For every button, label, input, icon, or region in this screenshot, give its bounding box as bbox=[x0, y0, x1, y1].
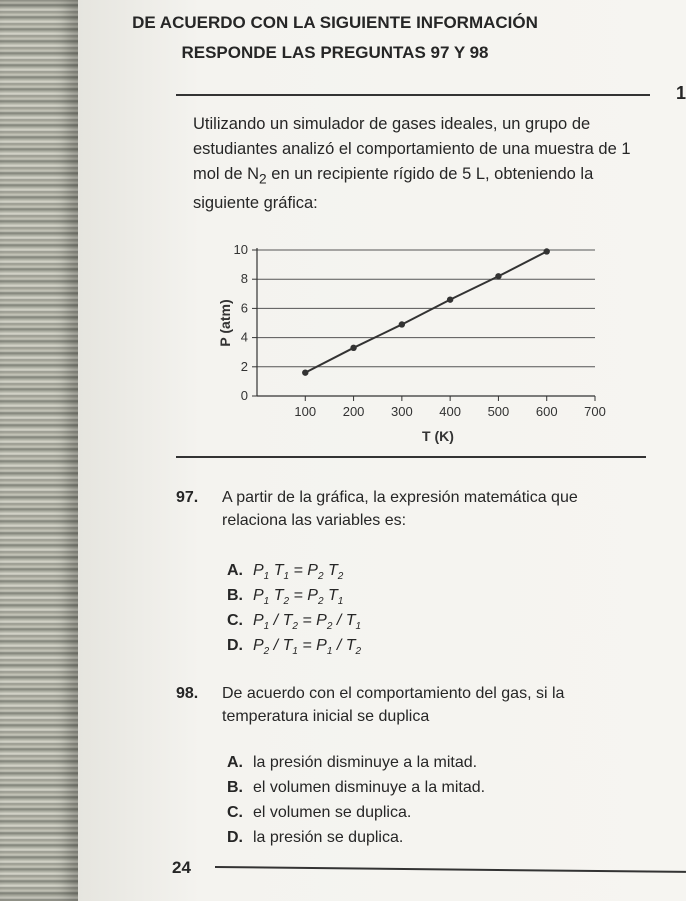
option-label: A. bbox=[227, 562, 243, 579]
y-tick-label-0: 0 bbox=[240, 388, 248, 403]
q97-option-d[interactable] bbox=[227, 633, 361, 658]
question-98 bbox=[176, 682, 646, 728]
data-point-300 bbox=[399, 321, 405, 327]
option-expression: $P_1 / T_2 = P_2 / T_1$ bbox=[253, 612, 362, 633]
x-tick-label-700: 700 bbox=[584, 404, 606, 419]
page-number: 24 bbox=[172, 858, 191, 877]
x-tick-label-100: 100 bbox=[294, 404, 317, 419]
option-text: el volumen disminuye a la mitad. bbox=[253, 779, 486, 796]
series-line bbox=[305, 251, 546, 372]
intro-text-b: en un recipiente rígido de 5 L, obteniendo la siguiente gráfica: bbox=[193, 165, 594, 213]
option-expression: $P_1$ $T_2 = P_2$ $T_1$ bbox=[253, 587, 344, 608]
data-point-500 bbox=[495, 273, 501, 279]
q98-option-b[interactable] bbox=[227, 775, 485, 800]
option-label: D. bbox=[227, 637, 243, 654]
question-97-text: A partir de la gráfica, la expresión matemática que relaciona las variables es: bbox=[222, 489, 578, 529]
option-label: C. bbox=[227, 612, 243, 629]
option-text: el volumen se duplica. bbox=[253, 804, 412, 821]
q97-option-b[interactable] bbox=[227, 583, 361, 608]
q97-option-a[interactable] bbox=[227, 558, 361, 583]
question-97 bbox=[176, 486, 646, 532]
intro-subscript: 2 bbox=[259, 171, 267, 187]
option-label: B. bbox=[227, 587, 243, 604]
intro-text-a: Utilizando un simulador de gases ideales, un grupo de estudiantes analizó el comportamiento de una muestra de 1 mol de N bbox=[193, 115, 631, 183]
intro-paragraph bbox=[193, 112, 643, 216]
corner-number: 1 bbox=[676, 83, 686, 103]
q98-option-c[interactable] bbox=[227, 800, 485, 825]
question-97-number: 97. bbox=[176, 489, 199, 506]
data-point-100 bbox=[302, 369, 308, 375]
y-axis-title: P (atm) bbox=[217, 299, 233, 347]
chart-divider bbox=[176, 456, 646, 458]
question-98-options bbox=[227, 750, 485, 850]
heading-line-2: RESPONDE LAS PREGUNTAS 97 Y 98 bbox=[181, 43, 489, 62]
q98-option-a[interactable] bbox=[227, 750, 485, 775]
x-tick-label-600: 600 bbox=[535, 404, 558, 419]
y-tick-label-6: 6 bbox=[240, 300, 248, 316]
option-label: C. bbox=[227, 804, 243, 821]
option-expression: $P_1$ $T_1 = P_2$ $T_2$ bbox=[253, 562, 344, 583]
section-heading bbox=[105, 8, 565, 68]
data-point-200 bbox=[350, 345, 356, 351]
x-tick-label-500: 500 bbox=[487, 404, 510, 419]
option-text: la presión se duplica. bbox=[253, 829, 404, 846]
x-tick-label-200: 200 bbox=[342, 404, 365, 419]
option-label: B. bbox=[227, 779, 243, 796]
x-tick-label-400: 400 bbox=[439, 404, 461, 419]
x-axis-title: T (K) bbox=[422, 428, 454, 444]
option-label: A. bbox=[227, 754, 243, 771]
q98-option-d[interactable] bbox=[227, 825, 485, 850]
option-text: la presión disminuye a la mitad. bbox=[253, 754, 478, 771]
y-tick-label-4: 4 bbox=[240, 329, 248, 345]
y-tick-label-8: 8 bbox=[240, 271, 248, 287]
question-97-options bbox=[227, 558, 361, 658]
option-expression: $P_2 / T_1 = P_1 / T_2$ bbox=[253, 637, 362, 658]
data-point-400 bbox=[447, 296, 453, 302]
top-divider bbox=[176, 94, 650, 96]
q97-option-c[interactable] bbox=[227, 608, 361, 633]
y-tick-label-10: 10 bbox=[233, 242, 248, 257]
notebook-binding bbox=[0, 0, 78, 901]
y-tick-label-2: 2 bbox=[240, 358, 248, 374]
data-point-600 bbox=[544, 248, 550, 254]
question-98-text: De acuerdo con el comportamiento del gas, si la temperatura inicial se duplica bbox=[222, 685, 565, 725]
x-tick-label-300: 300 bbox=[391, 404, 413, 419]
option-label: D. bbox=[227, 829, 243, 846]
heading-line-1: DE ACUERDO CON LA SIGUIENTE INFORMACIÓN bbox=[132, 13, 538, 32]
pressure-temperature-chart bbox=[210, 238, 630, 453]
question-98-number: 98. bbox=[176, 685, 199, 702]
